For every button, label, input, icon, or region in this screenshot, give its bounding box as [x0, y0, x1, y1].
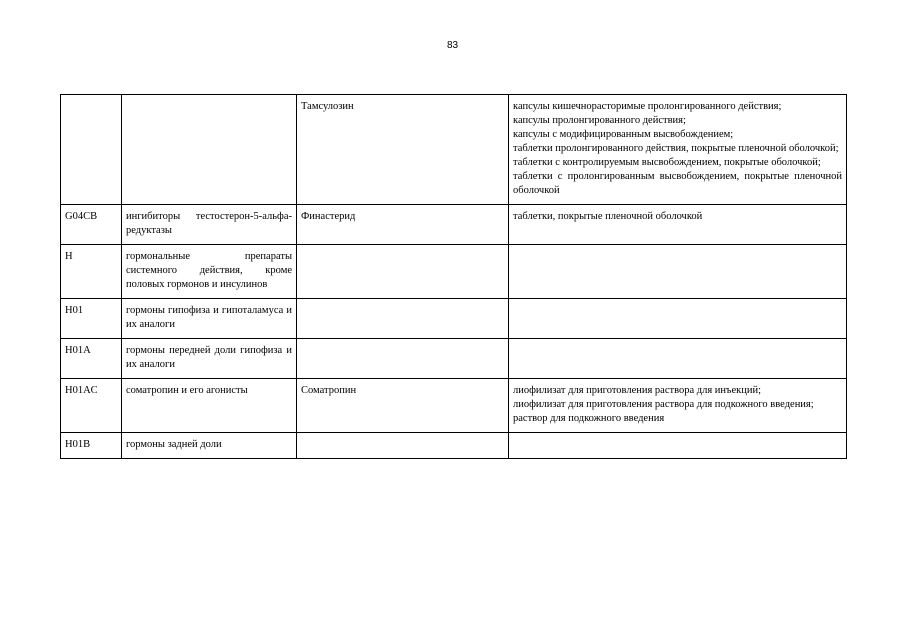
dosage-forms-cell [509, 299, 847, 339]
atc-code-cell: H01B [61, 433, 122, 459]
dosage-form-item: таблетки с пролонгированным высвобождением, покрытые пленочной оболочкой [513, 171, 842, 196]
atc-code-cell: H01 [61, 299, 122, 339]
atc-code-cell: H01A [61, 339, 122, 379]
dosage-form-item: таблетки, покрытые пленочной оболочкой [513, 211, 703, 222]
dosage-forms-cell [509, 339, 847, 379]
table-row [61, 339, 847, 379]
page-number: 83 [446, 40, 459, 51]
pharmacological-group-cell: соматропин и его агонисты [122, 379, 297, 433]
drug-name-cell [297, 339, 509, 379]
table-row [61, 245, 847, 299]
pharmacological-group-cell: гормоны передней доли гипофиза и их аналоги [122, 339, 297, 379]
drug-name-cell [297, 433, 509, 459]
dosage-forms-cell [509, 433, 847, 459]
atc-code-cell [61, 95, 122, 205]
table-row [61, 433, 847, 459]
pharmacological-group-cell: гормональные препараты системного действия, кроме половых гормонов и инсулинов [122, 245, 297, 299]
table-row [61, 205, 847, 245]
dosage-form-item: лиофилизат для приготовления раствора для подкожного введения; [513, 399, 814, 410]
dosage-form-item: таблетки с контролируемым высвобождением, покрытые оболочкой; [513, 157, 821, 168]
pharmacological-group-cell: ингибиторы тестостерон-5-альфа-редуктазы [122, 205, 297, 245]
dosage-form-item: таблетки пролонгированного действия, покрытые пленочной оболочкой; [513, 143, 839, 154]
drug-name-cell: Тамсулозин [297, 95, 509, 205]
table-row [61, 299, 847, 339]
dosage-forms-cell [509, 95, 847, 205]
drug-name-cell: Финастерид [297, 205, 509, 245]
dosage-form-item: раствор для подкожного введения [513, 413, 665, 424]
dosage-forms-cell [509, 245, 847, 299]
table-row [61, 379, 847, 433]
atc-code-cell: H [61, 245, 122, 299]
atc-code-cell: G04CB [61, 205, 122, 245]
drug-name-cell [297, 299, 509, 339]
pharmacological-group-cell: гормоны задней доли [122, 433, 297, 459]
drug-table [60, 94, 847, 459]
drug-name-cell: Соматропин [297, 379, 509, 433]
pharmacological-group-cell: гормоны гипофиза и гипоталамуса и их аналоги [122, 299, 297, 339]
atc-code-cell: H01AC [61, 379, 122, 433]
dosage-forms-cell [509, 205, 847, 245]
dosage-forms-cell [509, 379, 847, 433]
table-row [61, 95, 847, 205]
dosage-form-item: капсулы с модифицированным высвобождением; [513, 129, 734, 140]
dosage-form-item: капсулы пролонгированного действия; [513, 115, 686, 126]
drug-name-cell [297, 245, 509, 299]
dosage-form-item: лиофилизат для приготовления раствора для инъекций; [513, 385, 762, 396]
pharmacological-group-cell [122, 95, 297, 205]
dosage-form-item: капсулы кишечнорасторимые пролонгированного действия; [513, 101, 782, 112]
